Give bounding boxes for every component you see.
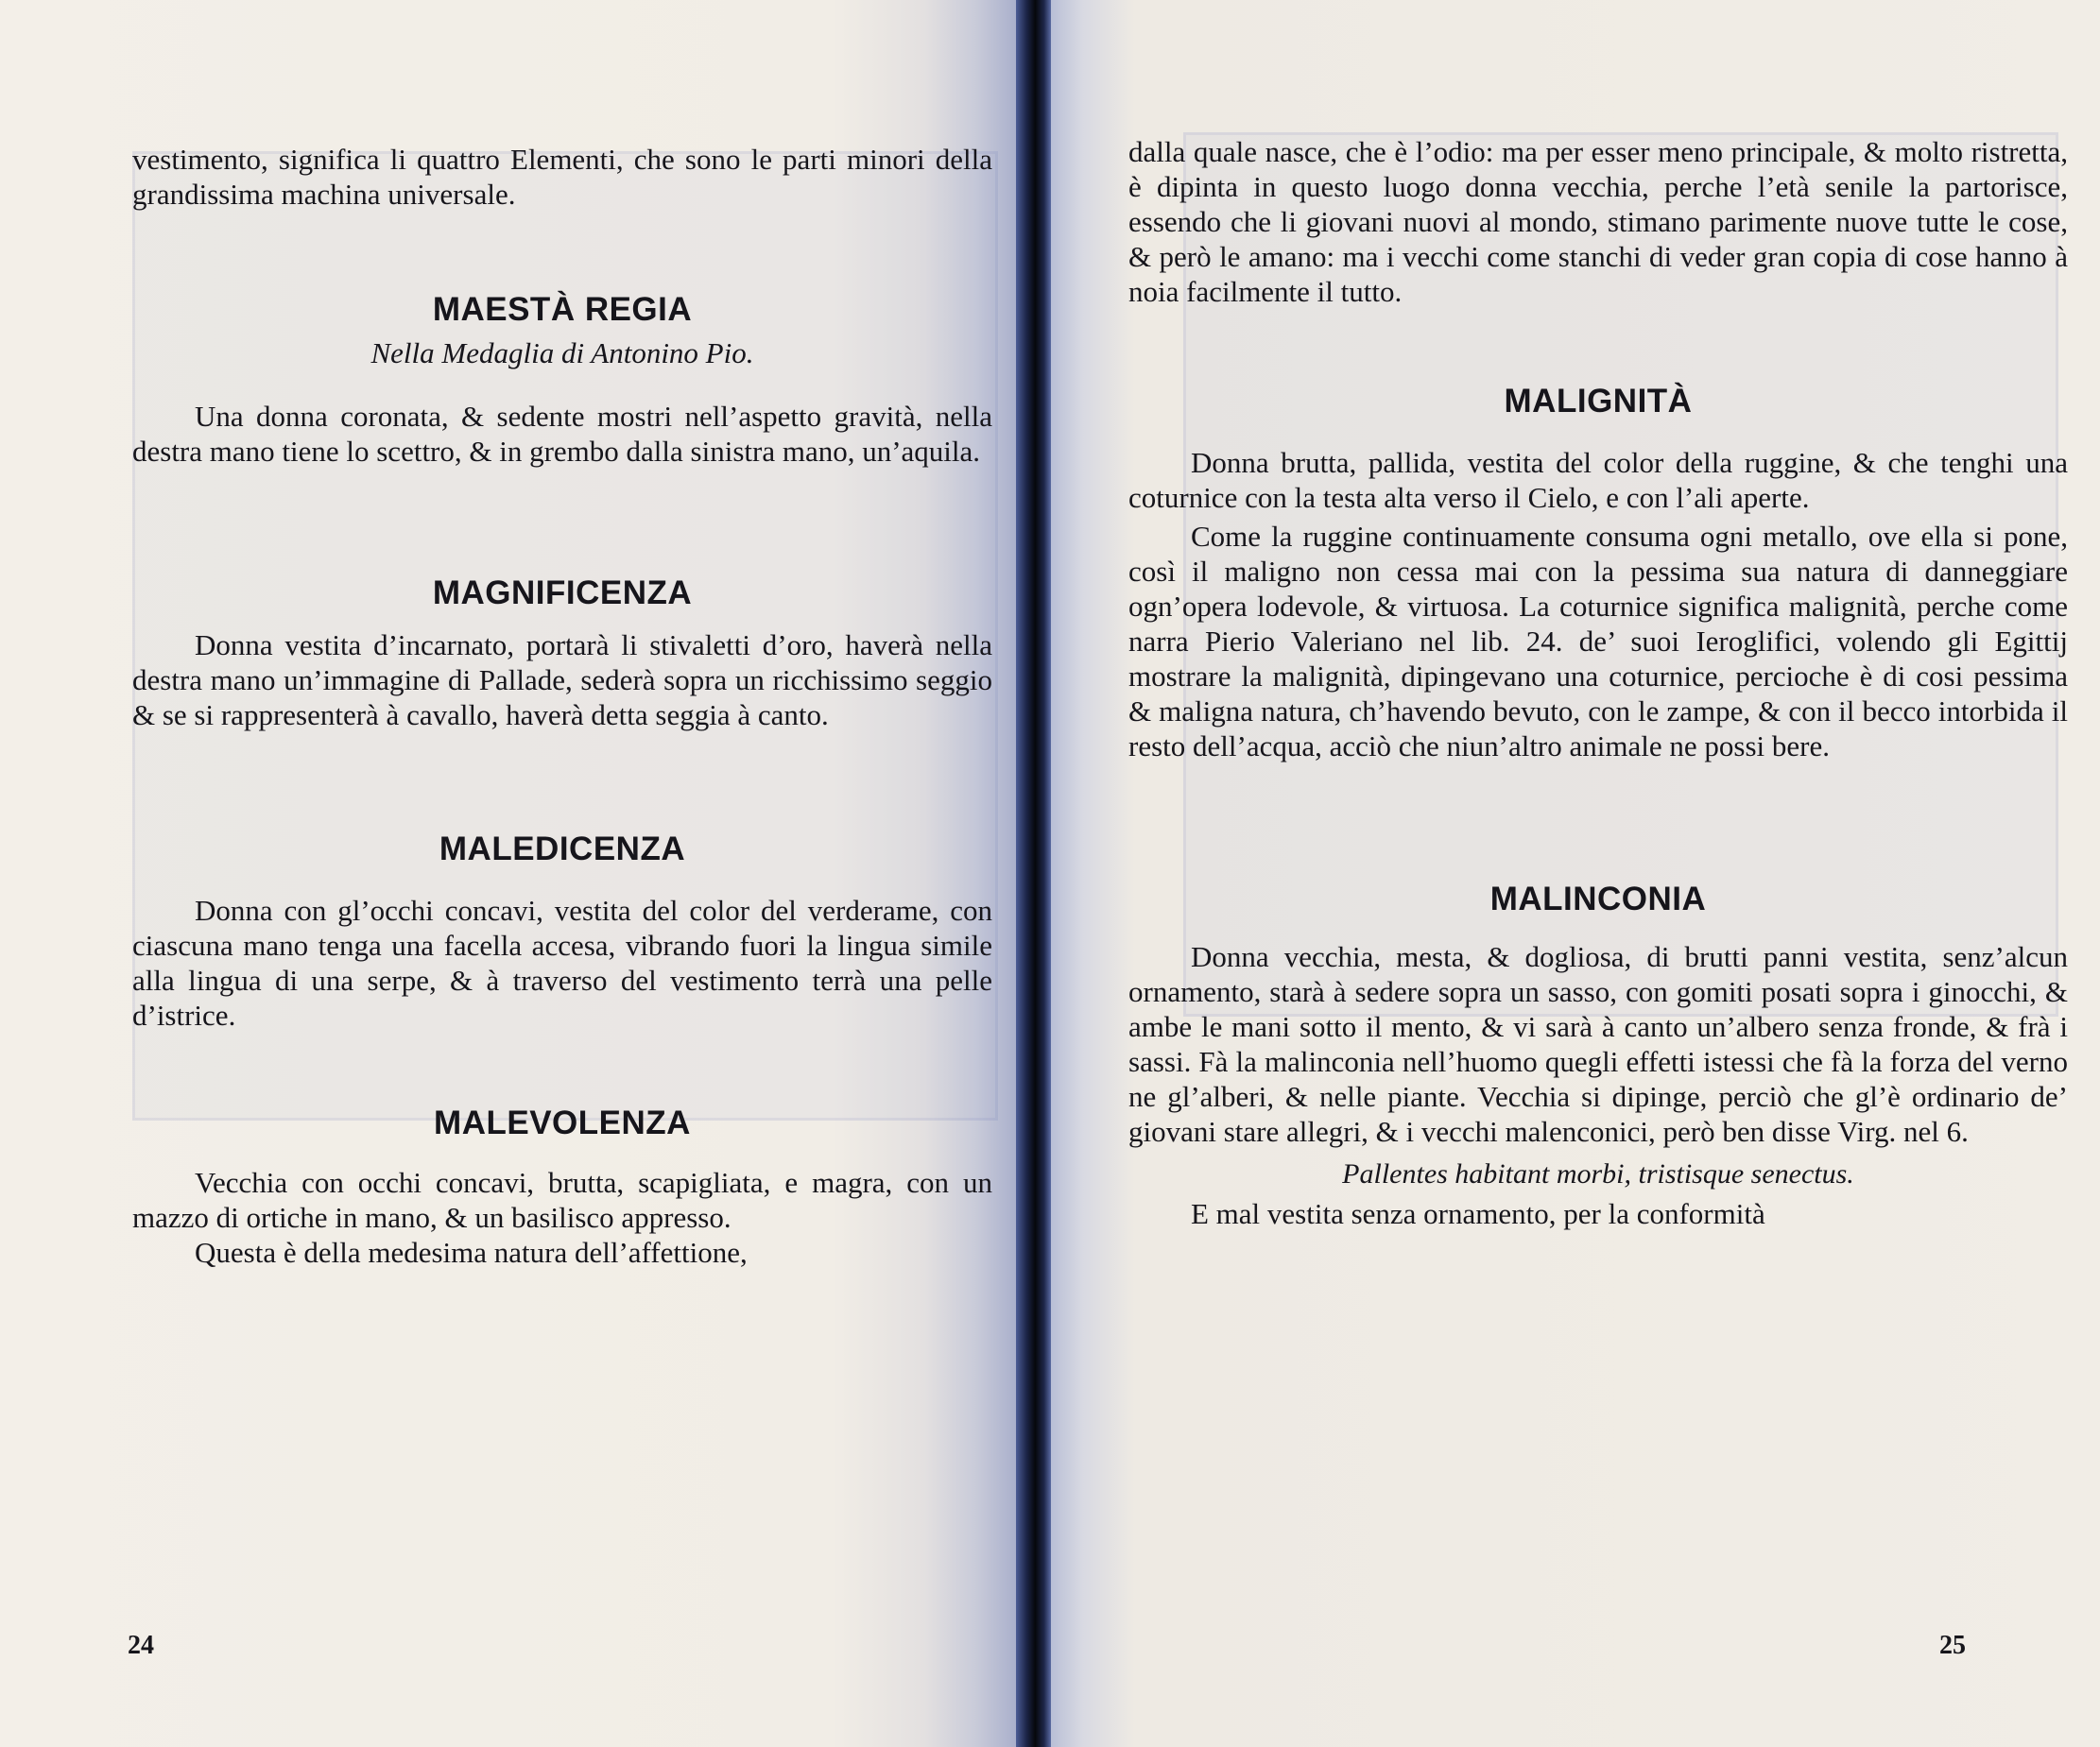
heading-magnificenza: MAGNIFICENZA [432,574,693,611]
paragraph-malignita-2: Come la ruggine continuamente consuma ogni metallo, ove ella si pone, così il maligno non cessa mai con la pessima sua natura di danneggiare ogn’opera lodevole, & virtuosa. La coturnice significa malignità, perche come narra Pierio Valeriano nel lib. 24. de’ suoi Ieroglifici, volendo gli Egittij mostrare la malignità, dipingevano una coturnice, percioche è di cosi pessima & maligna natura, ch’havendo bevuto, con le zampe, & con il becco intorbida il resto dell’acqua, acciò che niun’altro animale ne possi bere. [1128,520,2068,762]
subheading-medaglia: Nella Medaglia di Antonino Pio. [370,336,754,369]
heading-malevolenza: MALEVOLENZA [434,1105,691,1141]
book-gutter [1016,0,1051,1747]
heading-malignita: MALIGNITÀ [1504,383,1693,420]
right-page-text [1128,134,2068,1231]
page-number-left: 24 [128,1631,154,1660]
left-page [0,0,1016,1747]
right-page [1051,0,2100,1747]
left-top-paragraph: vestimento, significa li quattro Elementi, che sono le parti minori della grandissima machina universale. [132,143,992,211]
paragraph-malignita-1: Donna brutta, pallida, vestita del color della ruggine, & che tenghi una coturnice con la testa alta verso il Cielo, e con l’ali aperte. [1128,446,2068,514]
paragraph-malevolenza-1: Vecchia con occhi concavi, brutta, scapigliata, e magra, con un mazzo di ortiche in mano, & un basilisco appresso. [132,1166,992,1234]
paragraph-malevolenza-2: Questa è della medesima natura dell’affettione, [195,1236,748,1269]
latin-quote: Pallentes habitant morbi, tristisque senectus. [1342,1158,1854,1190]
paragraph-after-quote: E mal vestita senza ornamento, per la conformità [1191,1197,1765,1230]
paragraph-malinconia: Donna vecchia, mesta, & dogliosa, di brutti panni vestita, senz’alcun ornamento, starà à sedere sopra un sasso, con gomiti posati sopra i ginocchi, & ambe le mani sotto il mento, & vi sarà à canto un’albero senza fronde, & frà i sassi. Fà la malinconia nell’huomo quegli effetti istessi che fà la forza del verno ne gl’alberi, & nelle piante. Vecchia si dipinge, perciò che gl’è ordinario de’ giovani stare allegri, & i vecchi malenconici, però ben disse Virg. nel 6. [1128,940,2068,1148]
paragraph-maesta-regia: Una donna coronata, & sedente mostri nell’aspetto gravità, nella destra mano tiene lo scettro, & in grembo dalla sinistra mano, un’aquila. [132,400,992,468]
left-page-text [132,142,992,1270]
heading-maesta-regia: MAESTÀ REGIA [432,291,693,328]
heading-maledicenza: MALEDICENZA [439,831,686,867]
page-number-right: 25 [1939,1631,1966,1660]
right-top-paragraph: dalla quale nasce, che è l’odio: ma per esser meno principale, & molto ristretta, è dipinta in questo luogo donna vecchia, perche l’età senile la partorisce, essendo che li giovani nuovi al mondo, stimano parimente nuove tutte le cose, & però le amano: ma i vecchi come stanchi di veder gran copia di cose hanno à noia facilmente il tutto. [1128,135,2068,308]
heading-malinconia: MALINCONIA [1489,881,1707,917]
paragraph-maledicenza: Donna con gl’occhi concavi, vestita del color del verderame, con ciascuna mano tenga una facella accesa, vibrando fuori la lingua simile alla lingua di una serpe, & à traverso del vestimento terrà una pelle d’istrice. [132,894,992,1032]
paragraph-magnificenza: Donna vestita d’incarnato, portarà li stivaletti d’oro, haverà nella destra mano un’immagine di Pallade, sederà sopra un ricchissimo seggio & se si rappresenterà à cavallo, haverà detta seggia à canto. [132,628,992,731]
